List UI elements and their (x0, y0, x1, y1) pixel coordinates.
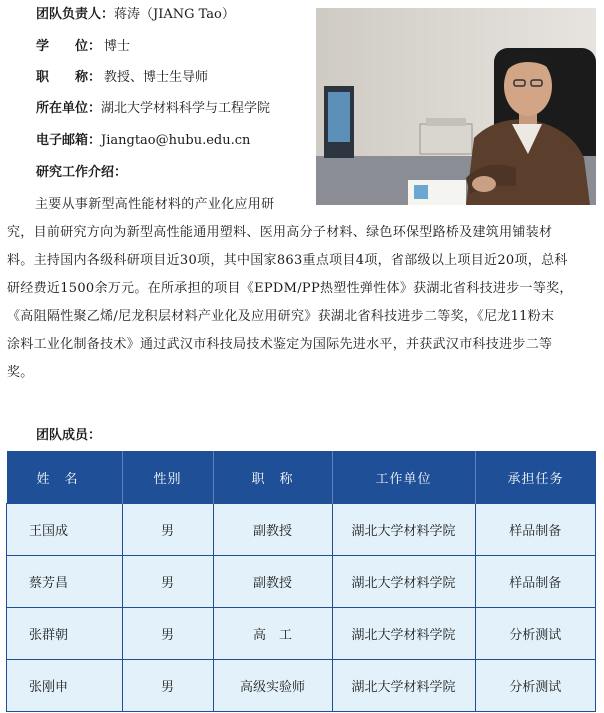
leader-value: 蒋涛（JIANG Tao） (114, 7, 235, 22)
cell-unit: 湖北大学材料学院 (332, 556, 475, 608)
cell-unit: 湖北大学材料学院 (332, 660, 475, 712)
research-label: 研究工作介绍： (36, 165, 128, 180)
unit-line (36, 100, 270, 118)
degree-value: 博士 (104, 39, 131, 54)
cell-name: 蔡芳昌 (7, 556, 123, 608)
table-row (7, 556, 596, 608)
header-title: 职 称 (213, 451, 332, 504)
degree-line (36, 38, 130, 56)
cell-unit: 湖北大学材料学院 (332, 608, 475, 660)
research-line: 料。主持国内各级科研项目近30项，其中国家863重点项目4项，省部级以上项目近20项，总科 (7, 253, 568, 268)
table-row (7, 504, 596, 556)
unit-value: 湖北大学材料科学与工程学院 (101, 101, 271, 116)
research-line: 涂料工业化制备技术》通过武汉市科技局技术鉴定为国际先进水平，并获武汉市科技进步二等 (7, 337, 553, 352)
cell-task: 样品制备 (475, 556, 596, 608)
degree-label: 学 位： (36, 39, 102, 54)
cell-title: 高级实验师 (213, 660, 332, 712)
title-label: 职 称： (36, 70, 102, 85)
research-heading (36, 164, 127, 182)
header-unit: 工作单位 (332, 451, 475, 504)
email-line (36, 132, 250, 150)
email-value: Jiangtao@hubu.edu.cn (101, 133, 251, 148)
title-value: 教授、博士生导师 (104, 70, 209, 85)
cell-name: 王国成 (7, 504, 123, 556)
portrait-photo (316, 8, 596, 205)
cell-name: 张刚申 (7, 660, 123, 712)
cell-gender: 男 (122, 556, 213, 608)
cell-title: 副教授 (213, 556, 332, 608)
research-line: 《高阻隔性聚乙烯/尼龙积层材料产业化及应用研究》获湖北省科技进步二等奖，《尼龙11粉末 (7, 309, 555, 324)
cell-gender: 男 (122, 660, 213, 712)
cell-unit: 湖北大学材料学院 (332, 504, 475, 556)
header-gender: 性别 (122, 451, 213, 504)
research-line: 奖。 (7, 365, 34, 380)
cell-gender: 男 (122, 608, 213, 660)
leader-label: 团队负责人： (36, 7, 115, 22)
cell-title: 副教授 (213, 504, 332, 556)
cell-task: 分析测试 (475, 608, 596, 660)
header-name: 姓 名 (7, 451, 123, 504)
header-task: 承担任务 (475, 451, 596, 504)
cell-task: 样品制备 (475, 504, 596, 556)
table-row (7, 608, 596, 660)
members-title: 团队成员： (36, 428, 102, 443)
research-line: 究，目前研究方向为新型高性能通用塑料、医用高分子材料、绿色环保型路桥及建筑用铺装材 (7, 225, 553, 240)
research-line: 主要从事新型高性能材料的产业化应用研 (35, 197, 275, 212)
title-line (36, 69, 208, 87)
cell-task: 分析测试 (475, 660, 596, 712)
research-line: 研经费近1500余万元。在所承担的项目《EPDM/PP热塑性弹性体》获湖北省科技进步一等奖， (7, 281, 573, 296)
cell-name: 张群朝 (7, 608, 123, 660)
members-table (6, 451, 596, 712)
research-paragraph (7, 191, 598, 387)
unit-label: 所在单位： (36, 101, 102, 116)
cell-gender: 男 (122, 504, 213, 556)
portrait-illustration (316, 8, 596, 205)
table-header-row (7, 451, 596, 504)
leader-line (36, 6, 235, 24)
table-row (7, 660, 596, 712)
email-label: 电子邮箱： (36, 133, 102, 148)
cell-title: 高 工 (213, 608, 332, 660)
